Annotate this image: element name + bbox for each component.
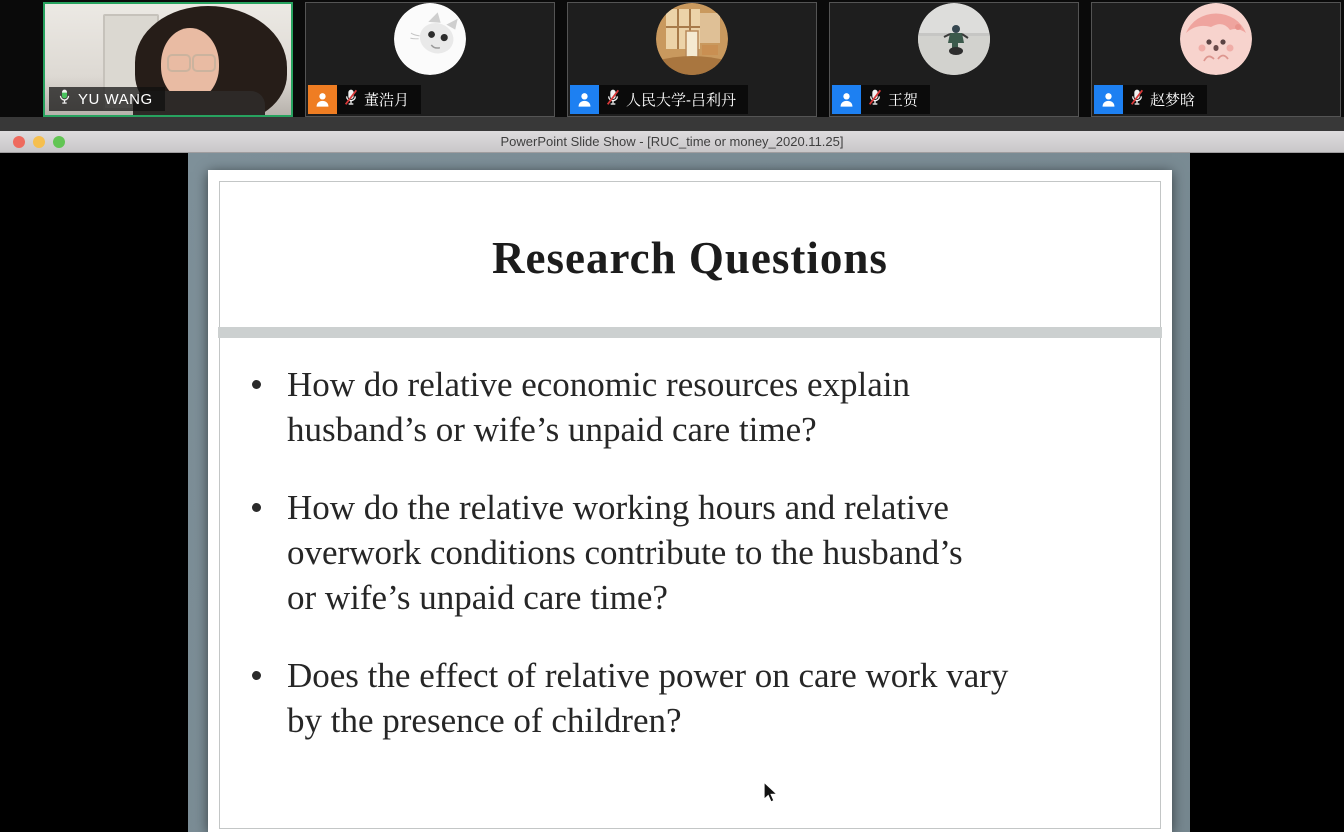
- slideshow-backdrop: [188, 153, 1190, 832]
- slide-body: [250, 362, 1110, 776]
- name-plate: [49, 87, 165, 111]
- name-plate: [599, 85, 748, 114]
- bullet-item: How do relative economic resources explain husband’s or wife’s unpaid care time?: [250, 362, 1110, 452]
- mic-muted-icon: [605, 88, 621, 111]
- participant-name: YU WANG: [78, 90, 153, 108]
- participant-name: 董浩月: [364, 92, 410, 109]
- participant-tile-yu-wang[interactable]: [43, 2, 293, 117]
- powerpoint-window-titlebar: [0, 131, 1344, 153]
- window-title: PowerPoint Slide Show - [RUC_time or money_2020.11.25]: [500, 134, 844, 149]
- bullet-dot: [252, 503, 261, 512]
- slide-title: Research Questions: [492, 233, 888, 283]
- participant-tile-zhao-menghan[interactable]: [1091, 2, 1341, 117]
- bullet-item: Does the effect of relative power on care work vary by the presence of children?: [250, 653, 1110, 743]
- filmstrip-lower-band: [0, 117, 1344, 131]
- mic-on-icon: [57, 88, 72, 110]
- mic-muted-icon: [867, 88, 883, 111]
- participant-badge-icon: [308, 85, 337, 114]
- participant-tile-dong-haoyue[interactable]: [305, 2, 555, 117]
- slideshow-area: [0, 153, 1344, 832]
- bullet-item: How do the relative working hours and relative overwork conditions contribute to the husband’s or wife’s unpaid care time?: [250, 485, 1110, 620]
- participant-name: 人民大学-吕利丹: [626, 92, 736, 109]
- participant-badge-icon: [832, 85, 861, 114]
- bullet-dot: [252, 380, 261, 389]
- slide[interactable]: [208, 170, 1172, 832]
- participant-badge-icon: [570, 85, 599, 114]
- sunlit-room-avatar: [656, 3, 728, 75]
- cat-sketch-avatar: [394, 3, 466, 75]
- participant-tile-lv-lidan[interactable]: [567, 2, 817, 117]
- video-filmstrip: [0, 0, 1344, 131]
- beach-photo-avatar: [918, 3, 990, 75]
- name-plate: [337, 85, 421, 114]
- title-divider-bar: [218, 327, 1162, 338]
- name-plate: [861, 85, 930, 114]
- mic-muted-icon: [343, 88, 359, 111]
- name-plate: [1123, 85, 1207, 114]
- bullet-dot: [252, 671, 261, 680]
- participant-badge-icon: [1094, 85, 1123, 114]
- participant-tile-wang-he[interactable]: [829, 2, 1079, 117]
- participant-name: 王贺: [888, 92, 919, 109]
- mic-muted-icon: [1129, 88, 1145, 111]
- participant-name: 赵梦晗: [1150, 92, 1196, 109]
- glasses-icon: [167, 54, 191, 72]
- mouse-cursor-icon: [758, 780, 780, 809]
- pink-cartoon-avatar: [1180, 3, 1252, 75]
